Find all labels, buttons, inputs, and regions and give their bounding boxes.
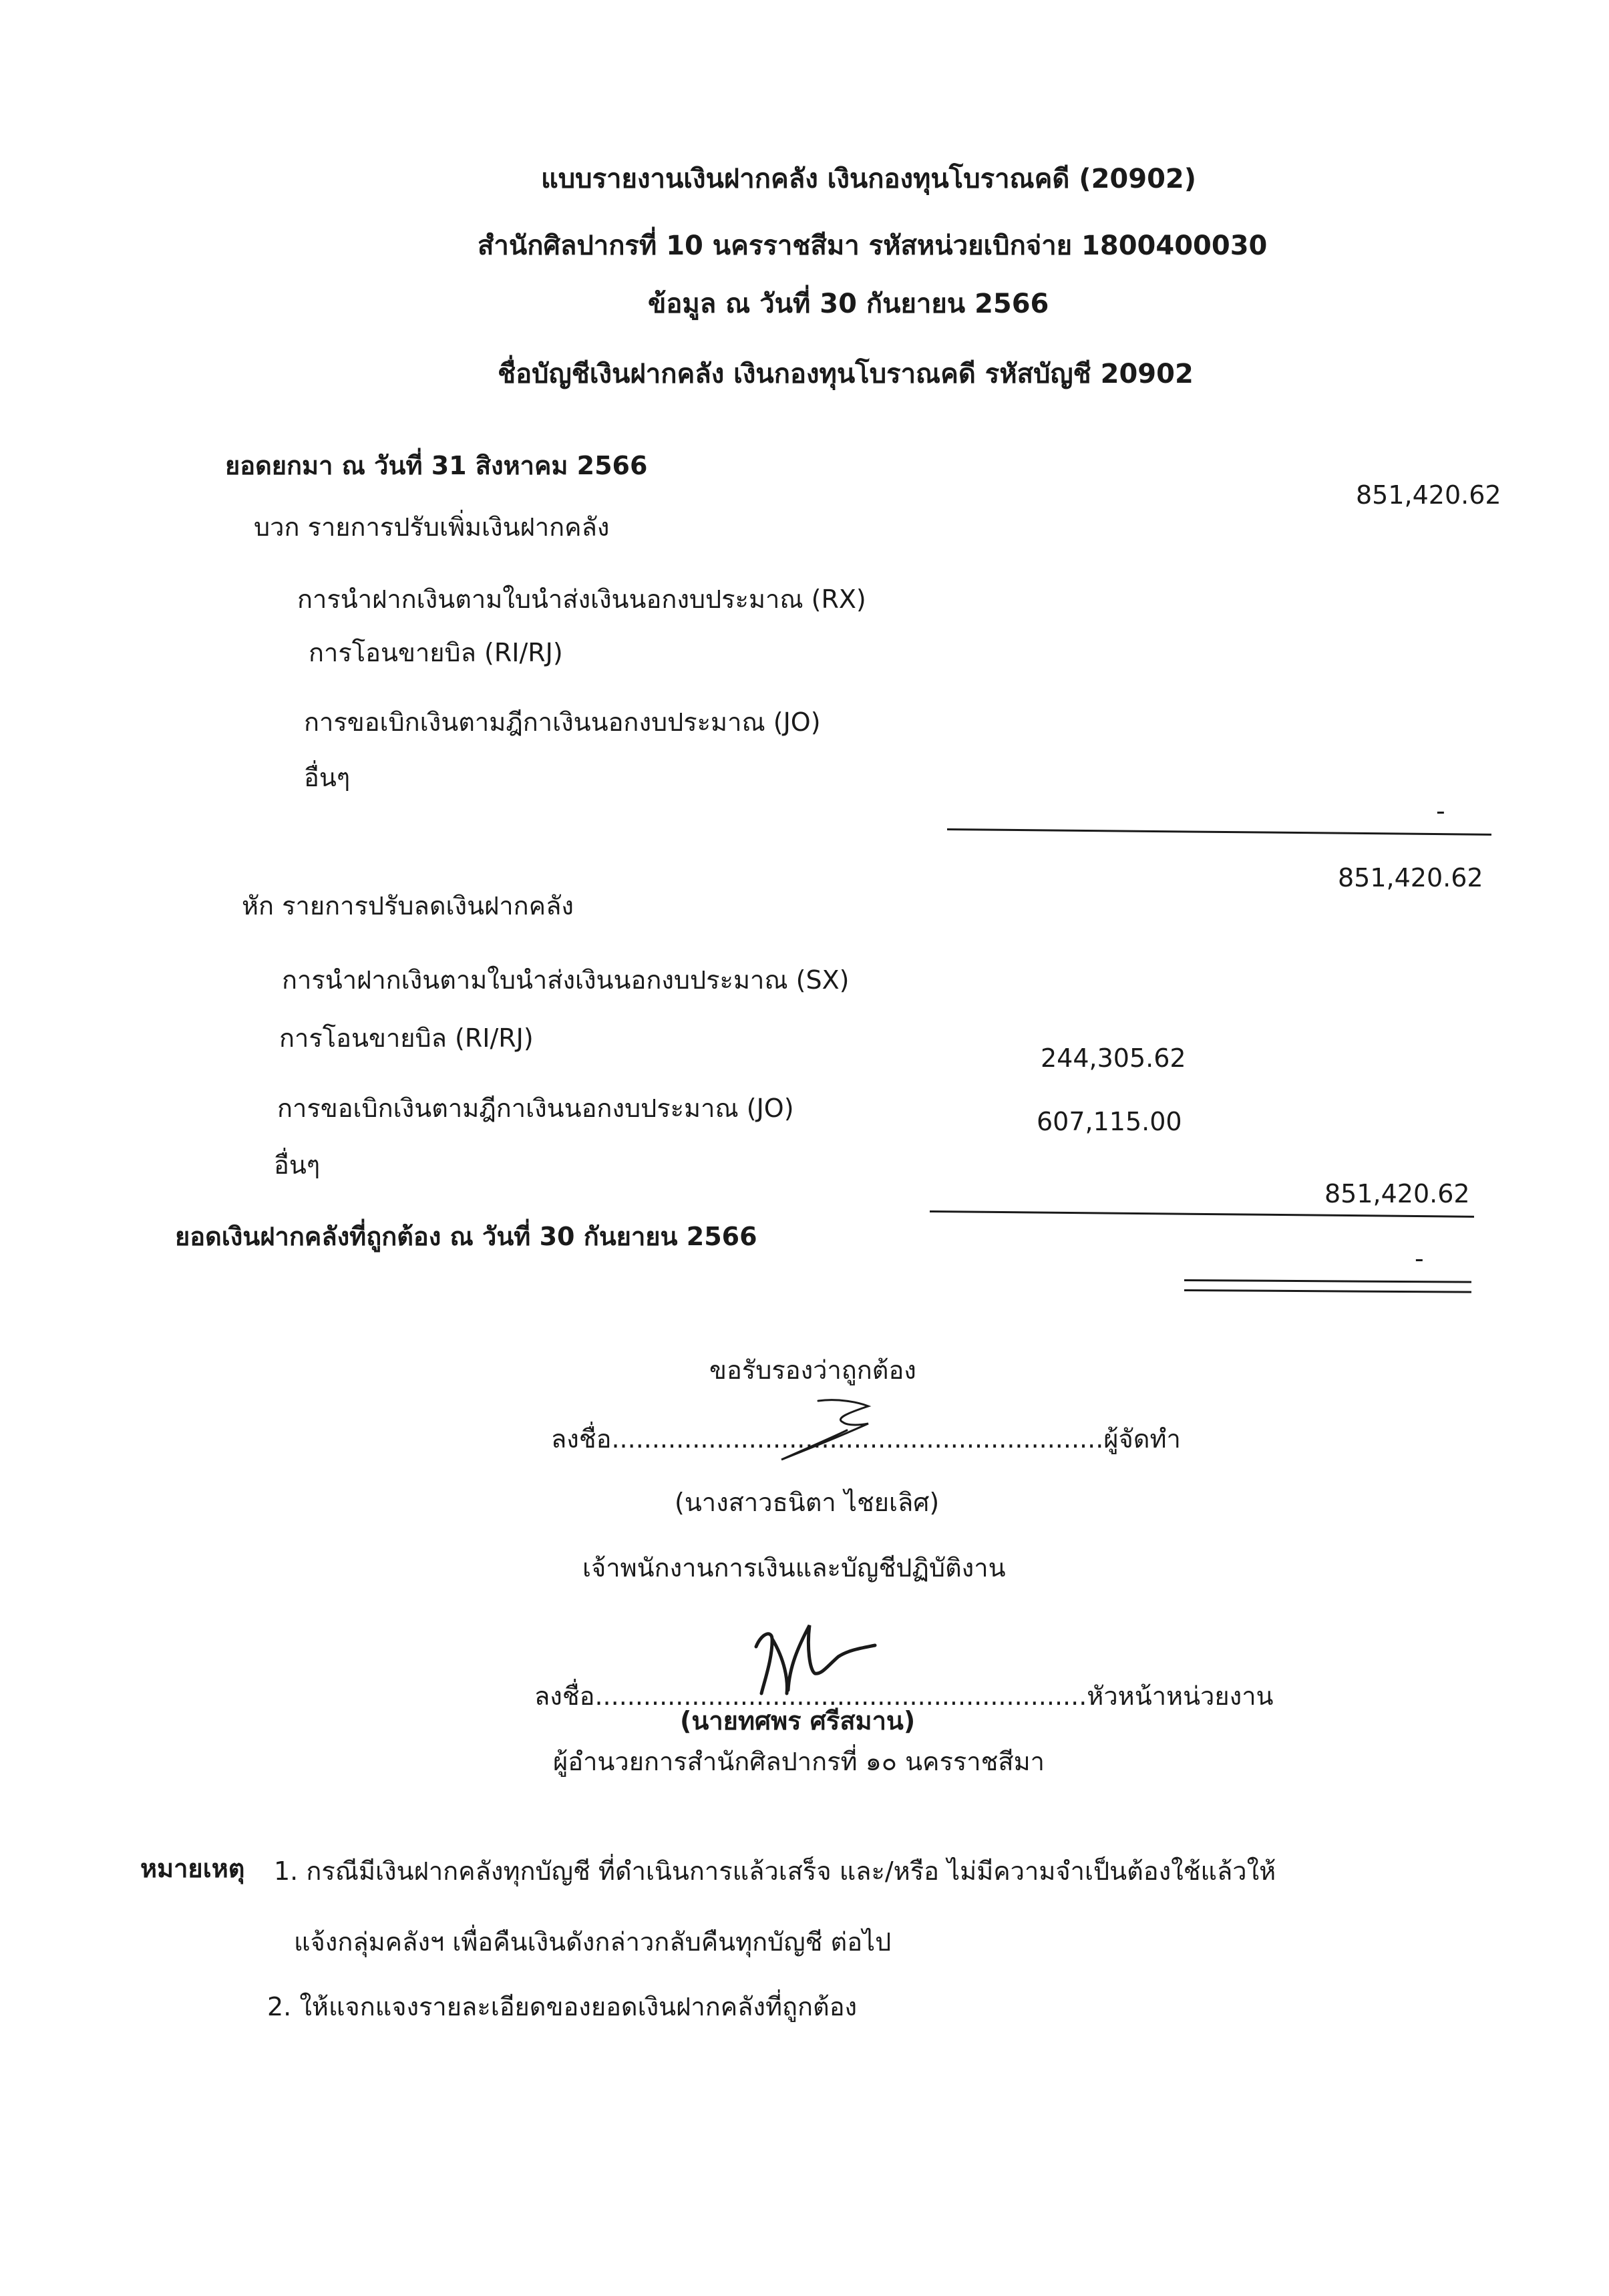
preparer-position: เจ้าพนักงานการเงินและบัญชีปฏิบัติงาน bbox=[582, 1553, 1006, 1583]
add-subtotal: 851,420.62 bbox=[1338, 863, 1483, 892]
add-item-jo: การขอเบิกเงินตามฎีกาเงินนอกงบประมาณ (JO) bbox=[304, 707, 821, 737]
add-subtotal-rule bbox=[947, 828, 1491, 836]
add-item-rirj: การโอนขายบิล (RI/RJ) bbox=[309, 638, 563, 667]
deduct-section-title: หัก รายการปรับลดเงินฝากคลัง bbox=[242, 891, 574, 921]
add-item-other: อื่นๆ bbox=[304, 763, 351, 792]
brought-forward-amount: 851,420.62 bbox=[1356, 480, 1501, 510]
head-name: (นายทศพร ศรีสมาน) bbox=[680, 1706, 916, 1736]
preparer-signature-icon bbox=[768, 1393, 882, 1463]
balance-double-rule-bottom bbox=[1184, 1289, 1471, 1293]
add-dash: - bbox=[1436, 796, 1445, 826]
signature-line-preparer: ลงชื่อ.............................................................ผู้จัดทำ bbox=[551, 1424, 1181, 1454]
deduct-amount-rirj: 244,305.62 bbox=[1041, 1043, 1186, 1073]
balance-double-rule-top bbox=[1184, 1279, 1471, 1283]
deduct-item-other: อื่นๆ bbox=[274, 1150, 321, 1180]
date-line: ข้อมูล ณ วันที่ 30 กันยายน 2566 bbox=[648, 289, 1049, 319]
deduct-item-rirj: การโอนขายบิล (RI/RJ) bbox=[279, 1023, 534, 1053]
deduct-total: 851,420.62 bbox=[1324, 1179, 1470, 1208]
add-section-title: บวก รายการปรับเพิ่มเงินฝากคลัง bbox=[254, 512, 610, 542]
signature-line-head: ลงชื่อ.............................................................หัวหน้าหน่วยงาน bbox=[534, 1681, 1274, 1711]
deduct-item-jo: การขอเบิกเงินตามฎีกาเงินนอกงบประมาณ (JO) bbox=[277, 1094, 794, 1123]
account-line: ชื่อบัญชีเงินฝากคลัง เงินกองทุนโบราณคดี รหัสบัญชี 20902 bbox=[498, 359, 1194, 389]
certify-heading: ขอรับรองว่าถูกต้อง bbox=[709, 1355, 916, 1385]
remark-1-line-2: แจ้งกลุ่มคลังฯ เพื่อคืนเงินดังกล่าวกลับคืนทุกบัญชี ต่อไป bbox=[294, 1927, 892, 1957]
deduct-amount-jo: 607,115.00 bbox=[1037, 1107, 1182, 1136]
balance-amount: - bbox=[1415, 1244, 1424, 1273]
remark-1-line-1: 1. กรณีมีเงินฝากคลังทุกบัญชี ที่ดำเนินการแล้วเสร็จ และ/หรือ ไม่มีความจำเป็นต้องใช้แล้วให้ bbox=[274, 1856, 1276, 1886]
preparer-name: (นางสาวธนิตา ไชยเลิศ) bbox=[675, 1488, 940, 1517]
deduct-item-sx: การนำฝากเงินตามใบนำส่งเงินนอกงบประมาณ (SX) bbox=[282, 965, 850, 995]
remark-2: 2. ให้แจกแจงรายละเอียดของยอดเงินฝากคลังที่ถูกต้อง bbox=[267, 1992, 858, 2021]
deduct-total-rule bbox=[930, 1210, 1474, 1218]
head-position: ผู้อำนวยการสำนักศิลปากรที่ ๑๐ นครราชสีมา bbox=[553, 1747, 1045, 1776]
balance-label: ยอดเงินฝากคลังที่ถูกต้อง ณ วันที่ 30 กันยายน 2566 bbox=[175, 1222, 757, 1251]
office-line: สำนักศิลปากรที่ 10 นครราชสีมา รหัสหน่วยเบิกจ่าย 1800400030 bbox=[478, 230, 1268, 261]
remarks-label: หมายเหตุ bbox=[140, 1854, 245, 1883]
report-title: แบบรายงานเงินฝากคลัง เงินกองทุนโบราณคดี (20902) bbox=[541, 164, 1197, 194]
add-item-rx: การนำฝากเงินตามใบนำส่งเงินนอกงบประมาณ (RX) bbox=[297, 585, 866, 614]
brought-forward-label: ยอดยกมา ณ วันที่ 31 สิงหาคม 2566 bbox=[225, 451, 648, 480]
